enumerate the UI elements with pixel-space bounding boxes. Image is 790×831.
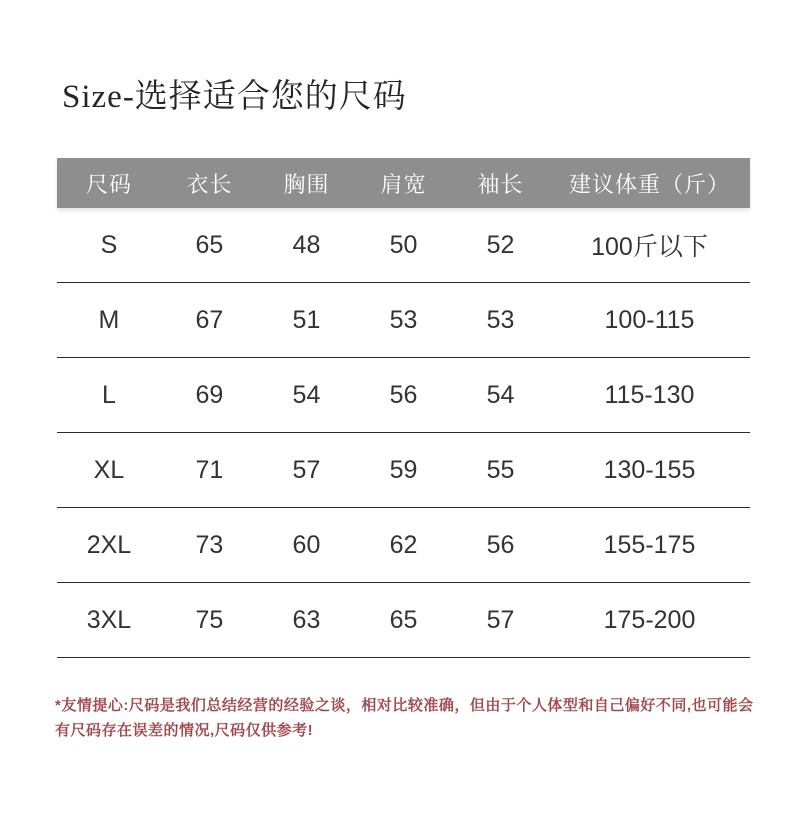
cell-weight: 175-200 (603, 605, 696, 634)
cell-sleeve: 53 (486, 305, 515, 334)
cell-chest: 60 (292, 530, 321, 559)
cell-weight: 100-115 (604, 305, 695, 334)
cell-length: 71 (195, 455, 224, 484)
table-row (57, 583, 750, 658)
cell-length: 69 (195, 380, 224, 409)
cell-size: 3XL (86, 605, 132, 634)
table-row (57, 283, 750, 358)
cell-weight: 155-175 (603, 530, 696, 559)
table-row (57, 208, 750, 283)
cell-shoulder: 65 (389, 605, 418, 634)
table-row (57, 433, 750, 508)
cell-sleeve: 55 (486, 455, 515, 484)
cell-size: M (98, 305, 120, 334)
cell-length: 65 (195, 230, 224, 259)
column-header-chest: 胸围 (283, 171, 330, 197)
cell-size: 2XL (86, 530, 132, 559)
cell-weight: 100斤以下 (591, 233, 708, 261)
cell-chest: 51 (292, 305, 321, 334)
cell-chest: 63 (292, 605, 321, 634)
cell-sleeve: 54 (486, 380, 515, 409)
cell-chest: 57 (292, 455, 321, 484)
cell-shoulder: 56 (389, 380, 418, 409)
cell-shoulder: 50 (389, 230, 418, 259)
cell-length: 67 (195, 305, 224, 334)
cell-size: S (100, 230, 118, 259)
size-table (57, 158, 750, 658)
page-title: Size-选择适合您的尺码 (62, 79, 407, 115)
column-header-shoulder: 肩宽 (380, 171, 427, 197)
column-header-size: 尺码 (85, 171, 132, 197)
cell-length: 73 (195, 530, 224, 559)
cell-weight: 115-130 (604, 380, 695, 409)
column-header-weight: 建议体重（斤） (568, 171, 730, 197)
table-header-row (57, 158, 750, 208)
cell-length: 75 (195, 605, 224, 634)
table-row (57, 508, 750, 583)
cell-sleeve: 52 (486, 230, 515, 259)
cell-shoulder: 62 (389, 530, 418, 559)
cell-chest: 54 (292, 380, 321, 409)
cell-shoulder: 59 (389, 455, 418, 484)
cell-sleeve: 57 (486, 605, 515, 634)
cell-size: XL (93, 455, 125, 484)
footnote-text: *友情提心:尺码是我们总结经营的经验之谈，相对比较准确，但由于个人体型和自己偏好不同,也可能会有尺码存在误差的情况,尺码仅供参考! (55, 697, 754, 739)
table-row (57, 358, 750, 433)
cell-shoulder: 53 (389, 305, 418, 334)
cell-weight: 130-155 (603, 455, 696, 484)
cell-size: L (102, 380, 116, 409)
cell-sleeve: 56 (486, 530, 515, 559)
cell-chest: 48 (292, 230, 321, 259)
column-header-sleeve: 袖长 (477, 171, 524, 197)
table-body (57, 208, 750, 658)
column-header-length: 衣长 (186, 171, 233, 197)
